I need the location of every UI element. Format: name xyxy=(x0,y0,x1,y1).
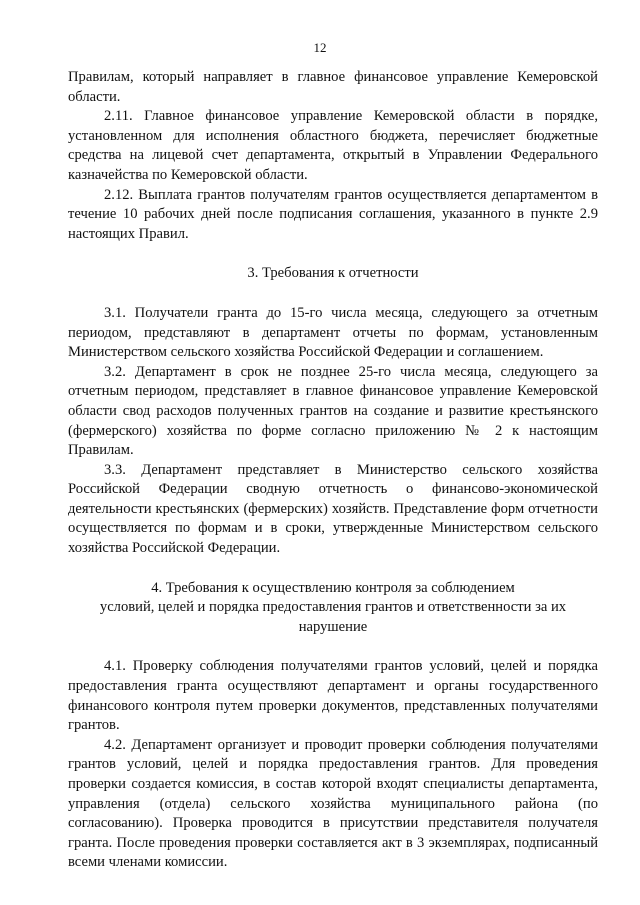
section-4-heading-line-2: условий, целей и порядка предоставления грантов и ответственности за их xyxy=(99,599,567,616)
section-3-heading: 3. Требования к отчетности xyxy=(247,265,419,282)
paragraph-3-3: 3.3. Департамент представляет в Министерство сельского хозяйства Российской Федерации сводную отчетность о финансово-экономической деятельности крестьянских (фермерских) хозяйств. Представление форм отчетности осуществляется по формам и в сроки, утвержденные Министерством сельского хозяйства Российской Федерации. xyxy=(68,461,598,557)
paragraph-2-11: 2.11. Главное финансовое управление Кемеровской области в порядке, установленном для исполнения областного бюджета, перечисляет бюджетные средства на лицевой счет департамента, открытый в Управлении Федерального казначейства по Кемеровской области. xyxy=(68,108,598,183)
section-4-heading xyxy=(68,579,598,638)
paragraph-4-1: 4.1. Проверку соблюдения получателями грантов условий, целей и порядка предоставления гранта осуществляют департамент и органы государственного финансового контроля путем проверки документов, представленных получателями грантов. xyxy=(68,658,598,734)
page-number: 12 xyxy=(313,40,327,55)
paragraph-continuation: Правилам, который направляет в главное финансовое управление Кемеровской области. xyxy=(68,69,598,105)
section-4-heading-line-3: нарушение xyxy=(298,618,368,635)
paragraph-4-2: 4.2. Департамент организует и проводит проверки соблюдения получателями грантов условий, целей и порядка предоставления грантов. Для проведения проверки создается комиссия, в состав которой входят специалисты департамента, управления (отдела) сельского хозяйства муниципального района (по согласованию). Проверка проводится в присутствии представителя получателя гранта. После проведения проверки составляется акт в 3 экземплярах, подписанный всеми членами комиссии. xyxy=(68,736,598,871)
paragraph-3-2: 3.2. Департамент в срок не позднее 25-го числа месяца, следующего за отчетным периодом, представляет в главное финансовое управление Кемеровской области свод расходов полученных грантов на создание и развитие крестьянского (фермерского) хозяйства по форме согласно приложению № 2 к настоящим Правилам. xyxy=(68,363,598,459)
paragraph-2-12: 2.12. Выплата грантов получателям грантов осуществляется департаментом в течение 10 рабочих дней после подписания соглашения, указанного в пункте 2.9 настоящих Правил. xyxy=(68,186,598,242)
section-4-heading-line-1: 4. Требования к осуществлению контроля за соблюдением xyxy=(151,579,515,596)
document-body xyxy=(68,68,598,873)
paragraph-3-1: 3.1. Получатели гранта до 15-го числа месяца, следующего за отчетным периодом, представляют в департамент отчеты по формам, установленным Министерством сельского хозяйства Российской Федерации и соглашением. xyxy=(68,304,598,361)
